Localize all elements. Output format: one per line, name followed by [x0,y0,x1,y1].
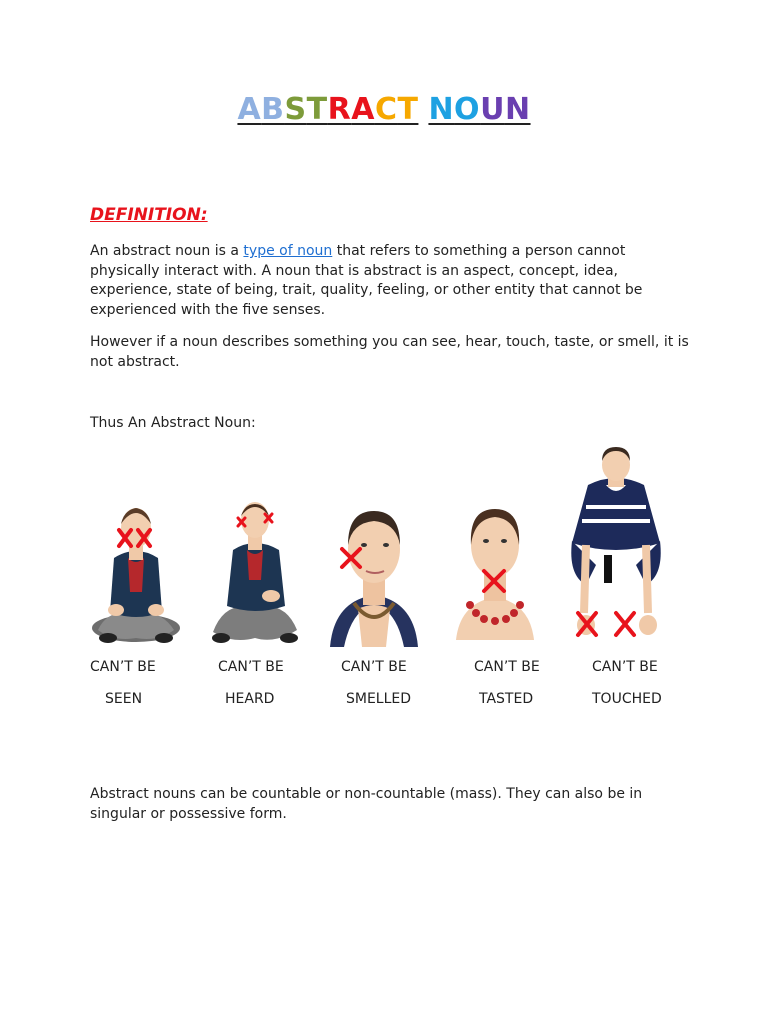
title-letter: T [306,92,328,127]
definition-heading: DEFINITION: [90,205,208,225]
title-letter: S [284,92,307,127]
paragraph-text: that refers to something a person cannot physically interact with. A noun that is abstract is an aspect, concept, idea, experience, state of being, trait, quality, feeling, or other entity that cannot be experienced with the five senses. [90,243,643,318]
figure-cant-be-seen [88,500,183,648]
caption-line1-tasted: CAN’T BE [474,659,540,675]
thus-paragraph: Thus An Abstract Noun: [90,415,256,431]
figure-cant-be-smelled [328,505,420,647]
page-title [0,92,768,127]
title-letter: O [454,92,481,127]
title-letter: N [428,92,455,127]
figure-cant-be-heard [205,500,303,648]
caption-line1-touched: CAN’T BE [592,659,658,675]
caption-line1-heard: CAN’T BE [218,659,284,675]
caption-line2-tasted: TASTED [479,691,534,707]
type-of-noun-link[interactable]: type of noun [243,243,333,259]
title-letter: A [237,92,262,127]
caption-line2-touched: TOUCHED [592,691,662,707]
title-letter: A [351,92,375,127]
title-letter: B [261,92,285,127]
countable-paragraph: Abstract nouns can be countable or non-countable (mass). They can also be in singular or possessive form. [90,786,643,822]
caption-line2-smelled: SMELLED [346,691,412,707]
figure-cant-be-tasted [454,505,536,640]
figure-cant-be-touched [566,445,666,645]
title-letter: N [504,92,531,127]
caption-line1-seen: CAN’T BE [90,659,156,675]
caption-line1-smelled: CAN’T BE [341,659,407,675]
title-letter: T [397,92,419,127]
title-letter: U [480,92,505,127]
title-letter: R [327,92,352,127]
paragraph-text: An abstract noun is a [90,243,244,259]
title-word-abstract [237,92,418,127]
caption-line2-heard: HEARD [225,691,275,707]
definition-paragraph [90,242,690,320]
title-word-noun [428,92,530,127]
however-paragraph: However if a noun describes something you can see, hear, touch, taste, or smell, it is not abstract. [90,334,689,370]
caption-line2-seen: SEEN [105,691,143,707]
title-letter: C [374,92,398,127]
